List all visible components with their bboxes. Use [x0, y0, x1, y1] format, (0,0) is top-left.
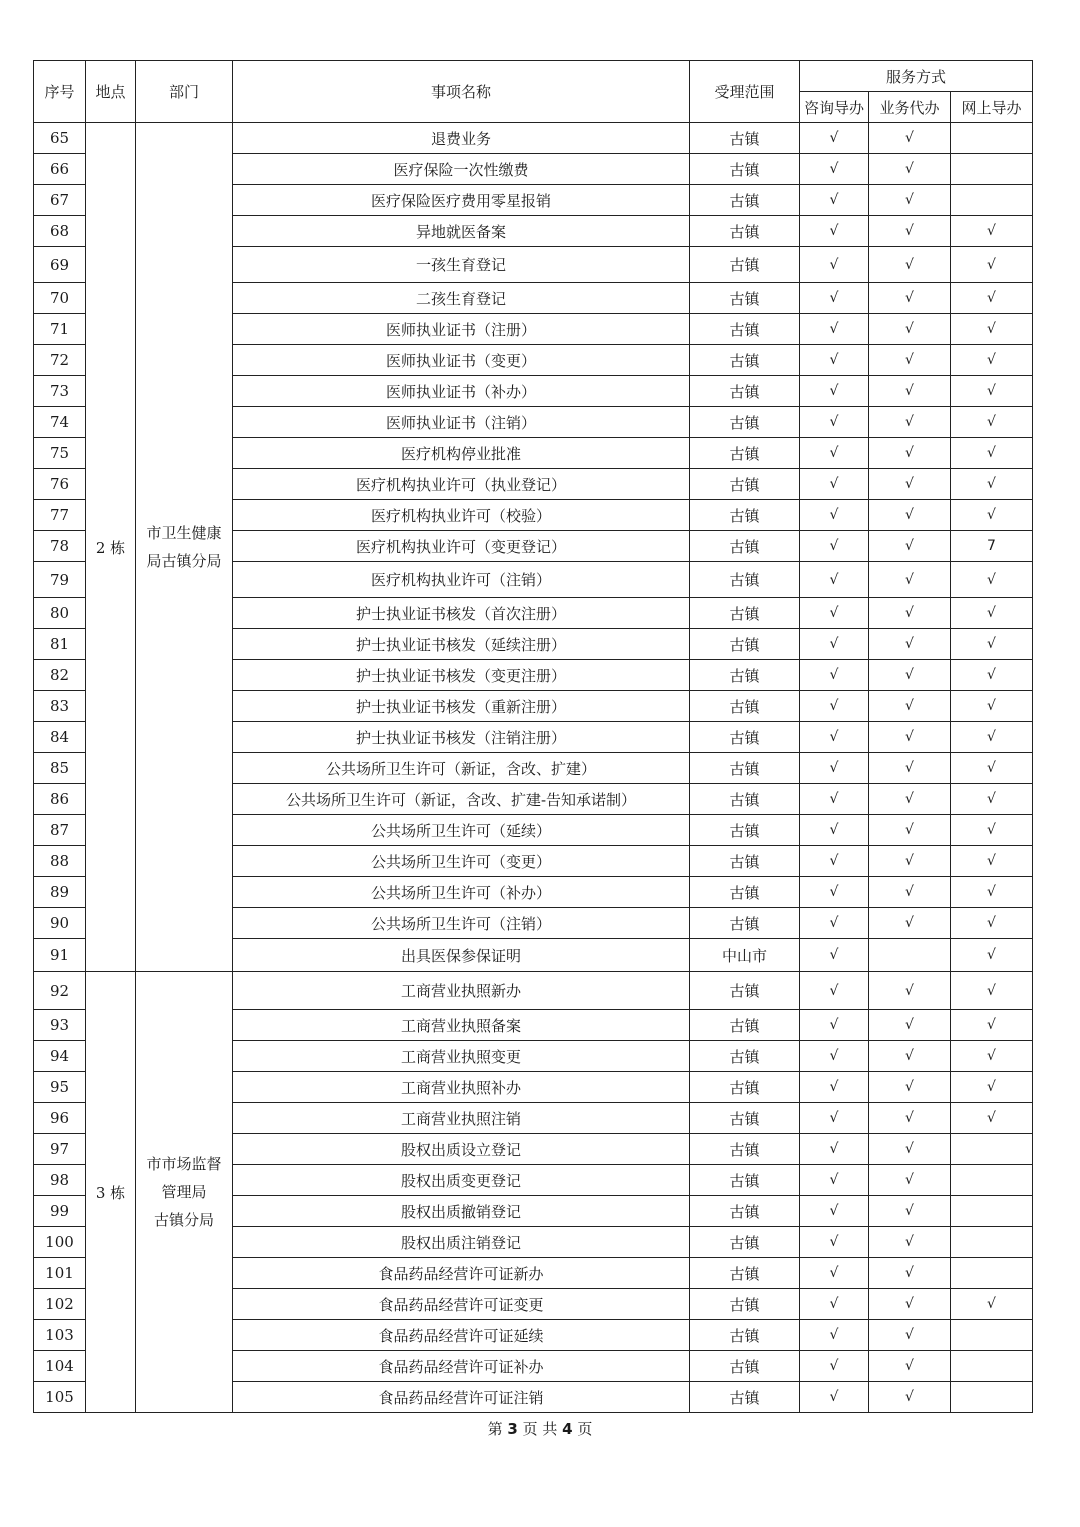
header-scope: 受理范围 — [690, 61, 800, 123]
row-item: 退费业务 — [233, 123, 690, 154]
row-seq: 85 — [34, 753, 86, 784]
page-footer — [0, 1418, 1080, 1439]
row-item: 医疗机构执业许可（校验） — [233, 500, 690, 531]
row-item: 医师执业证书（注册） — [233, 314, 690, 345]
row-consult-mark: √ — [800, 1165, 869, 1196]
row-consult-mark: √ — [800, 216, 869, 247]
footer-suffix: 页 — [577, 1420, 593, 1438]
header-row-top — [34, 61, 1033, 92]
row-proxy-mark: √ — [869, 376, 951, 407]
row-consult-mark: √ — [800, 598, 869, 629]
row-online-mark — [951, 1351, 1033, 1382]
row-online-mark — [951, 1134, 1033, 1165]
row-item: 食品药品经营许可证补办 — [233, 1351, 690, 1382]
group-place: 2 栋 — [86, 123, 136, 972]
row-consult-mark: √ — [800, 1072, 869, 1103]
row-scope: 古镇 — [690, 247, 800, 283]
row-online-mark: √ — [951, 1041, 1033, 1072]
row-consult-mark: √ — [800, 154, 869, 185]
row-scope: 古镇 — [690, 660, 800, 691]
row-item: 食品药品经营许可证延续 — [233, 1320, 690, 1351]
header-dept: 部门 — [136, 61, 233, 123]
row-consult-mark: √ — [800, 846, 869, 877]
header-consult: 咨询导办 — [800, 92, 869, 123]
service-table-sheet — [33, 60, 1032, 1413]
row-item: 工商营业执照变更 — [233, 1041, 690, 1072]
row-proxy-mark: √ — [869, 1165, 951, 1196]
row-scope: 古镇 — [690, 877, 800, 908]
row-online-mark: √ — [951, 784, 1033, 815]
row-item: 异地就医备案 — [233, 216, 690, 247]
row-consult-mark: √ — [800, 407, 869, 438]
row-scope: 古镇 — [690, 123, 800, 154]
row-item: 护士执业证书核发（注销注册） — [233, 722, 690, 753]
row-consult-mark: √ — [800, 314, 869, 345]
row-item: 医师执业证书（补办） — [233, 376, 690, 407]
row-scope: 古镇 — [690, 469, 800, 500]
row-proxy-mark: √ — [869, 1134, 951, 1165]
row-scope: 古镇 — [690, 438, 800, 469]
row-scope: 古镇 — [690, 1289, 800, 1320]
row-consult-mark: √ — [800, 438, 869, 469]
row-online-mark: √ — [951, 1010, 1033, 1041]
row-seq: 94 — [34, 1041, 86, 1072]
row-seq: 81 — [34, 629, 86, 660]
row-proxy-mark: √ — [869, 247, 951, 283]
row-online-mark: √ — [951, 216, 1033, 247]
row-seq: 96 — [34, 1103, 86, 1134]
row-online-mark: √ — [951, 438, 1033, 469]
header-proxy: 业务代办 — [869, 92, 951, 123]
row-proxy-mark: √ — [869, 1072, 951, 1103]
row-online-mark: √ — [951, 247, 1033, 283]
row-seq: 86 — [34, 784, 86, 815]
row-seq: 79 — [34, 562, 86, 598]
row-item: 食品药品经营许可证新办 — [233, 1258, 690, 1289]
row-scope: 古镇 — [690, 154, 800, 185]
dept-line: 市市场监督 — [146, 1155, 222, 1173]
row-proxy-mark: √ — [869, 1382, 951, 1413]
row-seq: 95 — [34, 1072, 86, 1103]
row-scope: 古镇 — [690, 407, 800, 438]
row-scope: 古镇 — [690, 972, 800, 1010]
row-scope: 古镇 — [690, 283, 800, 314]
row-proxy-mark: √ — [869, 345, 951, 376]
row-online-mark: √ — [951, 815, 1033, 846]
row-proxy-mark: √ — [869, 1258, 951, 1289]
row-scope: 古镇 — [690, 376, 800, 407]
row-online-mark: √ — [951, 376, 1033, 407]
row-scope: 古镇 — [690, 1103, 800, 1134]
row-seq: 98 — [34, 1165, 86, 1196]
row-item: 公共场所卫生许可（变更） — [233, 846, 690, 877]
row-scope: 古镇 — [690, 1134, 800, 1165]
row-item: 食品药品经营许可证变更 — [233, 1289, 690, 1320]
row-consult-mark: √ — [800, 939, 869, 972]
row-online-mark: √ — [951, 660, 1033, 691]
header-service: 服务方式 — [800, 61, 1033, 92]
table-row — [34, 123, 1033, 154]
row-seq: 69 — [34, 247, 86, 283]
row-proxy-mark: √ — [869, 469, 951, 500]
row-item: 股权出质撤销登记 — [233, 1196, 690, 1227]
row-proxy-mark: √ — [869, 407, 951, 438]
row-consult-mark: √ — [800, 376, 869, 407]
row-proxy-mark: √ — [869, 815, 951, 846]
row-proxy-mark: √ — [869, 1010, 951, 1041]
row-item: 股权出质变更登记 — [233, 1165, 690, 1196]
row-online-mark: √ — [951, 598, 1033, 629]
row-consult-mark: √ — [800, 283, 869, 314]
row-online-mark — [951, 1258, 1033, 1289]
row-scope: 古镇 — [690, 1320, 800, 1351]
row-online-mark: √ — [951, 691, 1033, 722]
row-scope: 古镇 — [690, 216, 800, 247]
row-proxy-mark: √ — [869, 877, 951, 908]
row-item: 医疗机构执业许可（变更登记） — [233, 531, 690, 562]
row-seq: 72 — [34, 345, 86, 376]
row-scope: 古镇 — [690, 815, 800, 846]
row-consult-mark: √ — [800, 345, 869, 376]
row-proxy-mark: √ — [869, 972, 951, 1010]
row-seq: 87 — [34, 815, 86, 846]
row-item: 护士执业证书核发（延续注册） — [233, 629, 690, 660]
row-seq: 74 — [34, 407, 86, 438]
row-online-mark: √ — [951, 407, 1033, 438]
row-item: 公共场所卫生许可（新证，含改、扩建） — [233, 753, 690, 784]
row-online-mark: √ — [951, 753, 1033, 784]
footer-page-number: 3 — [507, 1420, 518, 1438]
row-proxy-mark: √ — [869, 908, 951, 939]
row-seq: 71 — [34, 314, 86, 345]
row-proxy-mark: √ — [869, 691, 951, 722]
row-scope: 古镇 — [690, 185, 800, 216]
row-proxy-mark: √ — [869, 500, 951, 531]
row-seq: 91 — [34, 939, 86, 972]
row-consult-mark: √ — [800, 1320, 869, 1351]
row-seq: 90 — [34, 908, 86, 939]
row-scope: 古镇 — [690, 1258, 800, 1289]
row-scope: 中山市 — [690, 939, 800, 972]
row-consult-mark: √ — [800, 123, 869, 154]
row-online-mark — [951, 1196, 1033, 1227]
row-proxy-mark: √ — [869, 1320, 951, 1351]
row-proxy-mark: √ — [869, 722, 951, 753]
dept-line: 市卫生健康 — [146, 524, 222, 542]
row-consult-mark: √ — [800, 247, 869, 283]
row-scope: 古镇 — [690, 500, 800, 531]
row-seq: 68 — [34, 216, 86, 247]
row-consult-mark: √ — [800, 469, 869, 500]
footer-total-pages: 4 — [562, 1420, 573, 1438]
row-scope: 古镇 — [690, 722, 800, 753]
row-online-mark — [951, 1227, 1033, 1258]
row-consult-mark: √ — [800, 1227, 869, 1258]
row-scope: 古镇 — [690, 753, 800, 784]
row-consult-mark: √ — [800, 1258, 869, 1289]
service-items-table — [33, 60, 1033, 1413]
row-seq: 75 — [34, 438, 86, 469]
row-consult-mark: √ — [800, 815, 869, 846]
row-proxy-mark: √ — [869, 531, 951, 562]
row-scope: 古镇 — [690, 1165, 800, 1196]
row-online-mark: √ — [951, 345, 1033, 376]
row-proxy-mark: √ — [869, 629, 951, 660]
row-item: 工商营业执照补办 — [233, 1072, 690, 1103]
row-seq: 66 — [34, 154, 86, 185]
row-proxy-mark: √ — [869, 216, 951, 247]
dept-line: 局古镇分局 — [146, 552, 222, 570]
table-body — [34, 123, 1033, 1413]
row-seq: 77 — [34, 500, 86, 531]
row-consult-mark: √ — [800, 908, 869, 939]
group-dept — [136, 123, 233, 972]
header-item: 事项名称 — [233, 61, 690, 123]
row-seq: 65 — [34, 123, 86, 154]
row-proxy-mark: √ — [869, 1041, 951, 1072]
row-item: 医疗机构停业批准 — [233, 438, 690, 469]
row-proxy-mark: √ — [869, 846, 951, 877]
row-scope: 古镇 — [690, 598, 800, 629]
row-scope: 古镇 — [690, 846, 800, 877]
row-scope: 古镇 — [690, 1227, 800, 1258]
row-proxy-mark: √ — [869, 1351, 951, 1382]
row-consult-mark: √ — [800, 784, 869, 815]
header-online: 网上导办 — [951, 92, 1033, 123]
row-consult-mark: √ — [800, 1289, 869, 1320]
row-scope: 古镇 — [690, 691, 800, 722]
row-scope: 古镇 — [690, 531, 800, 562]
row-proxy-mark: √ — [869, 283, 951, 314]
row-online-mark: √ — [951, 877, 1033, 908]
row-online-mark — [951, 185, 1033, 216]
row-consult-mark: √ — [800, 660, 869, 691]
row-proxy-mark: √ — [869, 185, 951, 216]
row-scope: 古镇 — [690, 908, 800, 939]
row-online-mark — [951, 123, 1033, 154]
row-scope: 古镇 — [690, 784, 800, 815]
row-online-mark: √ — [951, 1289, 1033, 1320]
row-scope: 古镇 — [690, 314, 800, 345]
dept-line: 古镇分局 — [153, 1211, 214, 1229]
row-online-mark: √ — [951, 1072, 1033, 1103]
row-seq: 76 — [34, 469, 86, 500]
row-item: 公共场所卫生许可（延续） — [233, 815, 690, 846]
row-scope: 古镇 — [690, 1010, 800, 1041]
row-consult-mark: √ — [800, 1010, 869, 1041]
row-consult-mark: √ — [800, 1382, 869, 1413]
row-consult-mark: √ — [800, 753, 869, 784]
row-proxy-mark: √ — [869, 1289, 951, 1320]
row-item: 一孩生育登记 — [233, 247, 690, 283]
row-consult-mark: √ — [800, 1134, 869, 1165]
row-seq: 104 — [34, 1351, 86, 1382]
row-online-mark: √ — [951, 1103, 1033, 1134]
row-scope: 古镇 — [690, 1196, 800, 1227]
row-item: 二孩生育登记 — [233, 283, 690, 314]
row-consult-mark: √ — [800, 691, 869, 722]
table-row — [34, 972, 1033, 1010]
row-scope: 古镇 — [690, 1041, 800, 1072]
row-item: 股权出质设立登记 — [233, 1134, 690, 1165]
row-seq: 105 — [34, 1382, 86, 1413]
row-consult-mark: √ — [800, 500, 869, 531]
row-seq: 102 — [34, 1289, 86, 1320]
row-consult-mark: √ — [800, 1196, 869, 1227]
row-item: 公共场所卫生许可（补办） — [233, 877, 690, 908]
row-seq: 73 — [34, 376, 86, 407]
row-proxy-mark: √ — [869, 1196, 951, 1227]
row-proxy-mark: √ — [869, 660, 951, 691]
row-consult-mark: √ — [800, 531, 869, 562]
row-proxy-mark: √ — [869, 562, 951, 598]
row-online-mark: √ — [951, 846, 1033, 877]
row-consult-mark: √ — [800, 1351, 869, 1382]
row-seq: 70 — [34, 283, 86, 314]
row-proxy-mark: √ — [869, 154, 951, 185]
row-consult-mark: √ — [800, 722, 869, 753]
row-scope: 古镇 — [690, 1351, 800, 1382]
row-consult-mark: √ — [800, 562, 869, 598]
row-scope: 古镇 — [690, 1072, 800, 1103]
header-seq: 序号 — [34, 61, 86, 123]
row-item: 公共场所卫生许可（注销） — [233, 908, 690, 939]
row-seq: 88 — [34, 846, 86, 877]
row-seq: 103 — [34, 1320, 86, 1351]
row-online-mark: √ — [951, 500, 1033, 531]
row-online-mark: √ — [951, 908, 1033, 939]
footer-mid: 页 共 — [522, 1420, 558, 1438]
row-scope: 古镇 — [690, 1382, 800, 1413]
row-seq: 80 — [34, 598, 86, 629]
row-scope: 古镇 — [690, 629, 800, 660]
dept-line: 管理局 — [161, 1183, 207, 1201]
row-item: 医疗机构执业许可（注销） — [233, 562, 690, 598]
row-proxy-mark — [869, 939, 951, 972]
row-seq: 99 — [34, 1196, 86, 1227]
row-online-mark: √ — [951, 722, 1033, 753]
row-consult-mark: √ — [800, 877, 869, 908]
row-consult-mark: √ — [800, 1041, 869, 1072]
row-item: 医师执业证书（注销） — [233, 407, 690, 438]
row-online-mark: √ — [951, 469, 1033, 500]
row-online-mark: √ — [951, 562, 1033, 598]
row-online-mark: 7 — [951, 531, 1033, 562]
row-seq: 92 — [34, 972, 86, 1010]
row-item: 工商营业执照注销 — [233, 1103, 690, 1134]
row-proxy-mark: √ — [869, 753, 951, 784]
row-online-mark: √ — [951, 939, 1033, 972]
row-proxy-mark: √ — [869, 438, 951, 469]
row-online-mark — [951, 1165, 1033, 1196]
row-online-mark: √ — [951, 972, 1033, 1010]
row-proxy-mark: √ — [869, 1227, 951, 1258]
row-seq: 67 — [34, 185, 86, 216]
group-place: 3 栋 — [86, 972, 136, 1413]
row-consult-mark: √ — [800, 972, 869, 1010]
row-proxy-mark: √ — [869, 314, 951, 345]
row-online-mark — [951, 154, 1033, 185]
row-consult-mark: √ — [800, 185, 869, 216]
row-proxy-mark: √ — [869, 123, 951, 154]
row-seq: 78 — [34, 531, 86, 562]
row-item: 医师执业证书（变更） — [233, 345, 690, 376]
row-item: 护士执业证书核发（首次注册） — [233, 598, 690, 629]
row-item: 护士执业证书核发（变更注册） — [233, 660, 690, 691]
row-proxy-mark: √ — [869, 598, 951, 629]
row-proxy-mark: √ — [869, 784, 951, 815]
row-seq: 84 — [34, 722, 86, 753]
row-item: 护士执业证书核发（重新注册） — [233, 691, 690, 722]
row-consult-mark: √ — [800, 629, 869, 660]
row-seq: 89 — [34, 877, 86, 908]
row-seq: 100 — [34, 1227, 86, 1258]
row-item: 工商营业执照备案 — [233, 1010, 690, 1041]
row-seq: 101 — [34, 1258, 86, 1289]
row-item: 公共场所卫生许可（新证，含改、扩建-告知承诺制） — [233, 784, 690, 815]
row-seq: 93 — [34, 1010, 86, 1041]
row-online-mark: √ — [951, 314, 1033, 345]
row-item: 医疗保险一次性缴费 — [233, 154, 690, 185]
header-place: 地点 — [86, 61, 136, 123]
row-item: 工商营业执照新办 — [233, 972, 690, 1010]
row-item: 股权出质注销登记 — [233, 1227, 690, 1258]
row-item: 食品药品经营许可证注销 — [233, 1382, 690, 1413]
group-dept — [136, 972, 233, 1413]
row-seq: 97 — [34, 1134, 86, 1165]
row-seq: 83 — [34, 691, 86, 722]
row-seq: 82 — [34, 660, 86, 691]
row-scope: 古镇 — [690, 562, 800, 598]
row-scope: 古镇 — [690, 345, 800, 376]
footer-prefix: 第 — [487, 1420, 503, 1438]
row-item: 出具医保参保证明 — [233, 939, 690, 972]
row-item: 医疗保险医疗费用零星报销 — [233, 185, 690, 216]
row-item: 医疗机构执业许可（执业登记） — [233, 469, 690, 500]
row-online-mark: √ — [951, 283, 1033, 314]
row-proxy-mark: √ — [869, 1103, 951, 1134]
row-online-mark — [951, 1382, 1033, 1413]
row-online-mark: √ — [951, 629, 1033, 660]
row-consult-mark: √ — [800, 1103, 869, 1134]
row-online-mark — [951, 1320, 1033, 1351]
